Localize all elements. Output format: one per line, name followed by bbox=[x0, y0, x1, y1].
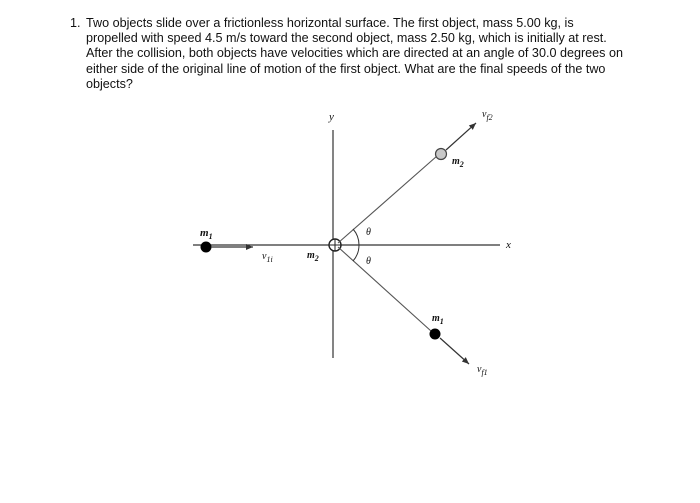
m1-final-label: $m_1$ bbox=[432, 313, 444, 326]
v2f-arrow bbox=[446, 123, 476, 150]
theta-upper-label: θ bbox=[366, 227, 371, 238]
problem-number: 1. bbox=[70, 16, 81, 30]
v2f-label: $v_{f2}$ bbox=[482, 109, 493, 122]
theta-upper-arc bbox=[353, 229, 359, 245]
m2-final-path bbox=[338, 156, 437, 243]
v1f-arrow bbox=[440, 338, 469, 364]
m1-initial-dot bbox=[201, 242, 212, 253]
v1i-label: $v_{1i}$ bbox=[262, 251, 273, 264]
m2-initial-label: $m_2$ bbox=[307, 250, 319, 263]
y-axis-label: y bbox=[329, 111, 334, 123]
m2-final-label: $m_2$ bbox=[452, 156, 464, 169]
theta-lower-arc bbox=[353, 245, 359, 261]
theta-lower-label: θ bbox=[366, 256, 371, 267]
m2-final-ball bbox=[436, 149, 447, 160]
m1-final-ball bbox=[430, 329, 441, 340]
m1-initial-label: $m_1$ bbox=[200, 227, 213, 241]
m1-final-path bbox=[338, 247, 431, 331]
problem-statement: Two objects slide over a frictionless horizontal surface. The first object, mass 5.00 kg, is propelled with speed 4.5 m/s toward the second object, mass 2.50 kg, which is initially at rest. After the collision, both objects have velocities which are directed at an angle of 30.0 degrees on either side of the original line of motion of the first object. What are the final speeds of the two objects? bbox=[86, 16, 623, 91]
v1f-label: $v_{f1}$ bbox=[477, 364, 488, 377]
m2-initial-marker bbox=[329, 239, 341, 251]
x-axis-label: x bbox=[506, 239, 511, 251]
